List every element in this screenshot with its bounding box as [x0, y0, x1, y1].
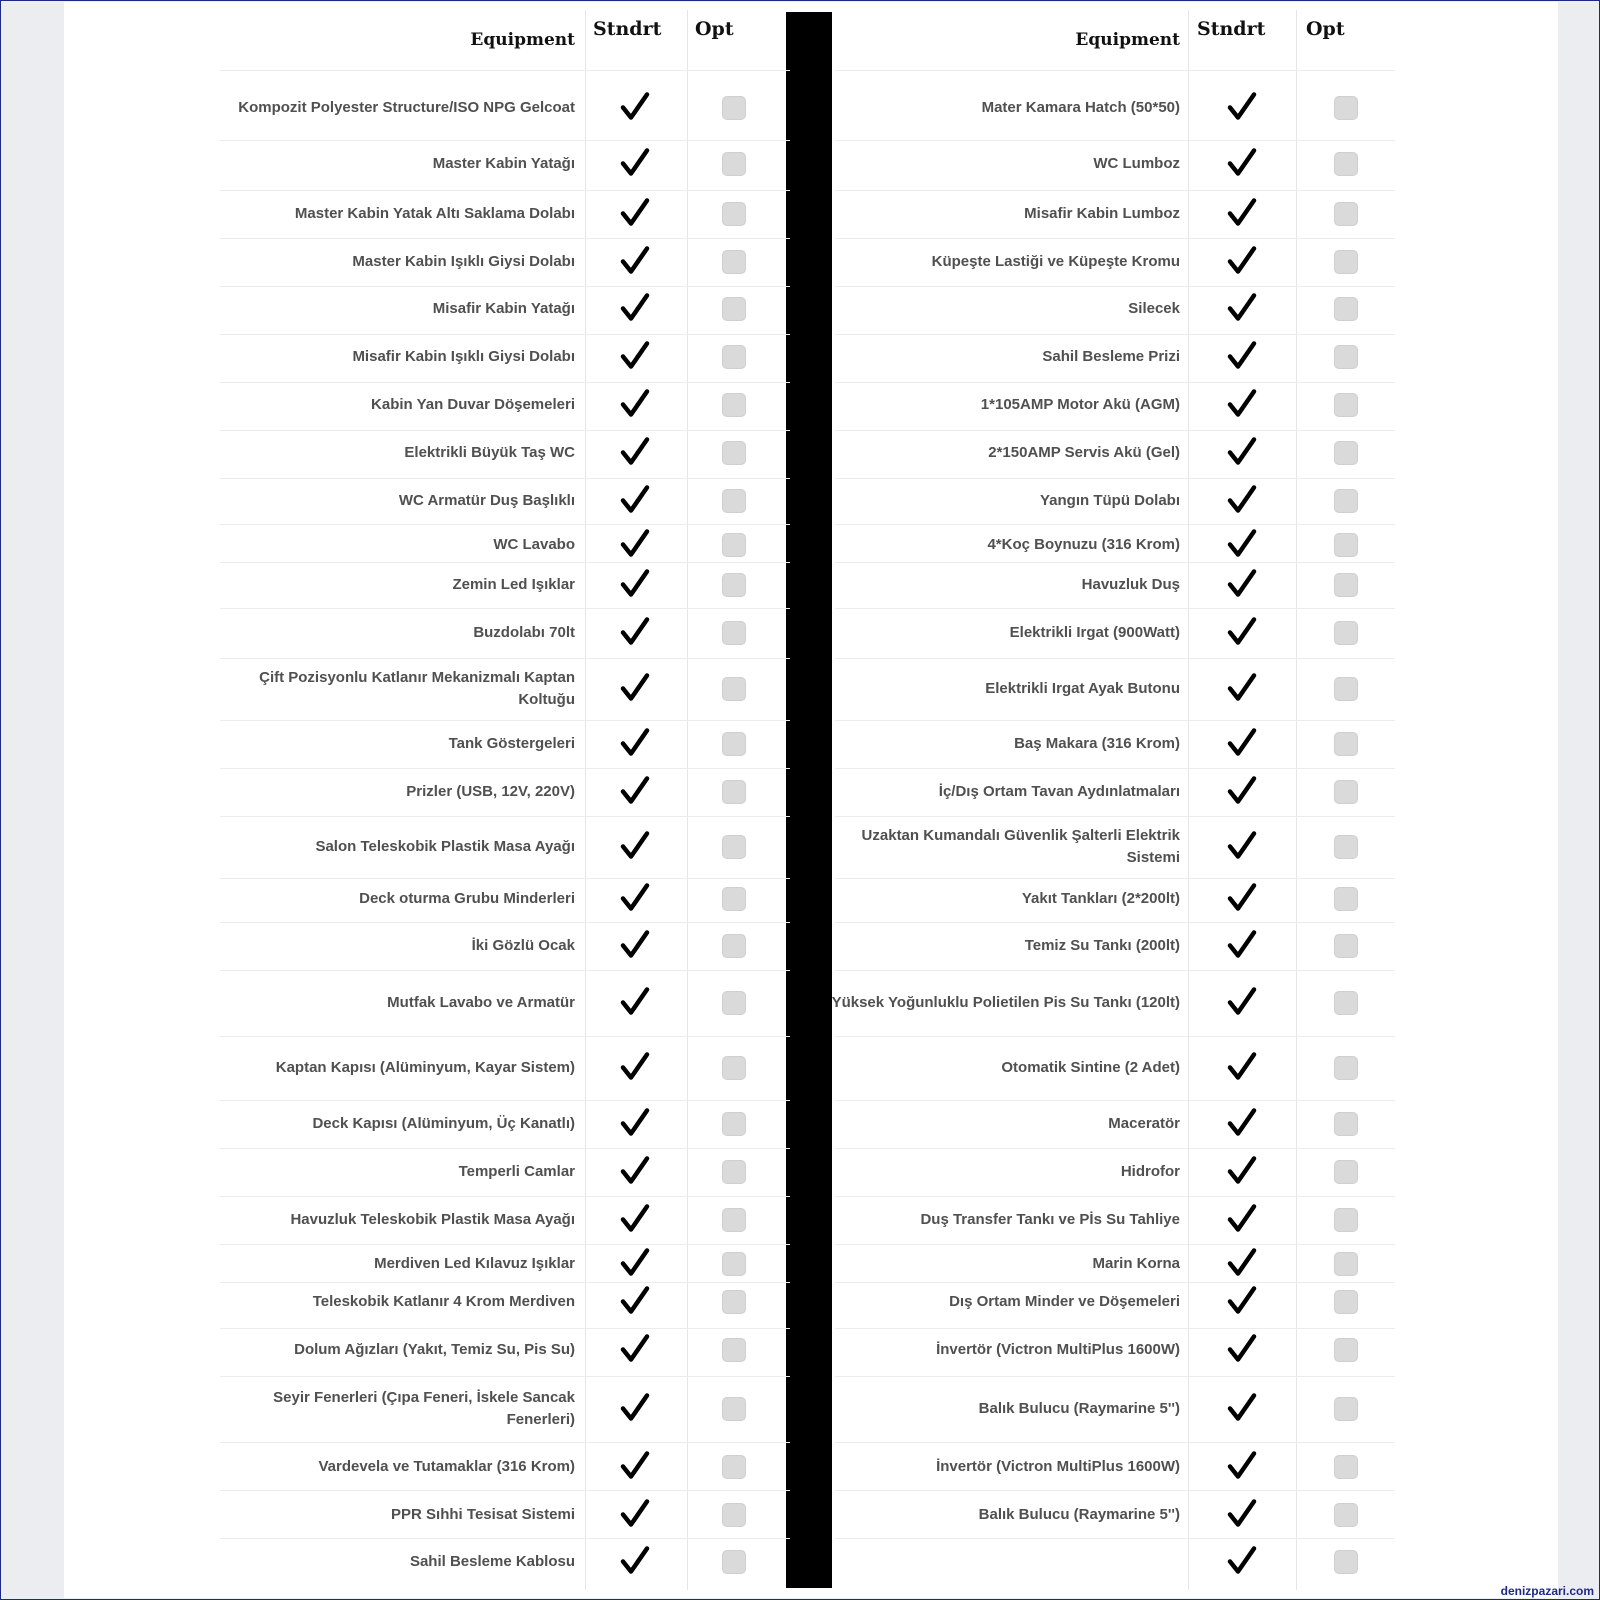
row-separator [220, 382, 790, 383]
optional-checkbox[interactable] [722, 441, 746, 465]
optional-checkbox[interactable] [1334, 1056, 1358, 1080]
optional-checkbox[interactable] [722, 1338, 746, 1362]
optional-checkbox[interactable] [722, 297, 746, 321]
standard-checkmark-icon [1227, 1052, 1257, 1082]
optional-checkbox[interactable] [722, 1208, 746, 1232]
optional-checkbox[interactable] [1334, 1338, 1358, 1362]
standard-checkmark-icon [1227, 673, 1257, 703]
equipment-label: Havuzluk Teleskobik Plastik Masa Ayağı [290, 1211, 575, 1228]
row-separator [835, 430, 1395, 431]
equipment-label: Salon Teleskobik Plastik Masa Ayağı [315, 838, 575, 855]
optional-checkbox[interactable] [1334, 152, 1358, 176]
equipment-label: Balık Bulucu (Raymarine 5'') [978, 1506, 1180, 1523]
standard-checkmark-icon [620, 617, 650, 647]
equipment-label: Master Kabin Işıklı Giysi Dolabı [352, 253, 575, 270]
equipment-label: Balık Bulucu (Raymarine 5'') [978, 1400, 1180, 1417]
standard-header: Stndrt [1197, 18, 1266, 40]
equipment-label: Misafir Kabin Yatağı [432, 300, 575, 317]
optional-checkbox[interactable] [1334, 441, 1358, 465]
optional-header: Opt [695, 18, 734, 40]
row-separator [220, 70, 790, 71]
row-separator [220, 816, 790, 817]
row-separator [835, 140, 1395, 141]
optional-checkbox[interactable] [1334, 202, 1358, 226]
standard-checkmark-icon [620, 883, 650, 913]
standard-checkmark-icon [1227, 246, 1257, 276]
standard-checkmark-icon [1227, 728, 1257, 758]
equipment-label: Sahil Besleme Prizi [1042, 348, 1180, 365]
standard-checkmark-icon [1227, 485, 1257, 515]
row-separator [220, 768, 790, 769]
standard-checkmark-icon [620, 673, 650, 703]
equipment-label: 4*Koç Boynuzu (316 Krom) [987, 536, 1180, 553]
optional-checkbox[interactable] [722, 96, 746, 120]
standard-checkmark-icon [1227, 883, 1257, 913]
row-separator [835, 524, 1395, 525]
optional-checkbox[interactable] [1334, 1252, 1358, 1276]
optional-checkbox[interactable] [722, 393, 746, 417]
optional-checkbox[interactable] [1334, 732, 1358, 756]
standard-checkmark-icon [1227, 1451, 1257, 1481]
equipment-label: Kabin Yan Duvar Döşemeleri [371, 396, 575, 413]
row-separator [220, 1196, 790, 1197]
standard-checkmark-icon [620, 1204, 650, 1234]
equipment-label: Zemin Led Işıklar [452, 576, 575, 593]
equipment-label: Otomatik Sintine (2 Adet) [1001, 1059, 1180, 1076]
equipment-label: Merdiven Led Kılavuz Işıklar [374, 1255, 575, 1272]
optional-checkbox[interactable] [1334, 573, 1358, 597]
equipment-label: Çift Pozisyonlu Katlanır Mekanizmalı Kaptan Koltuğu [259, 669, 575, 708]
optional-checkbox[interactable] [1334, 934, 1358, 958]
standard-checkmark-icon [620, 1108, 650, 1138]
optional-checkbox[interactable] [722, 1397, 746, 1421]
standard-checkmark-icon [1227, 1334, 1257, 1364]
optional-checkbox[interactable] [1334, 1290, 1358, 1314]
row-separator [835, 1538, 1395, 1539]
equipment-label: Elektrikli Irgat Ayak Butonu [985, 680, 1180, 697]
row-separator [220, 1538, 790, 1539]
optional-checkbox[interactable] [722, 780, 746, 804]
row-separator [220, 430, 790, 431]
row-separator [835, 1036, 1395, 1037]
row-separator [220, 878, 790, 879]
row-separator [220, 1376, 790, 1377]
optional-checkbox[interactable] [1334, 1455, 1358, 1479]
standard-checkmark-icon [1227, 437, 1257, 467]
optional-checkbox[interactable] [722, 1503, 746, 1527]
standard-checkmark-icon [620, 341, 650, 371]
standard-checkmark-icon [1227, 148, 1257, 178]
standard-checkmark-icon [620, 1052, 650, 1082]
row-separator [220, 658, 790, 659]
equipment-label: Maceratör [1108, 1115, 1180, 1132]
row-separator [835, 70, 1395, 71]
row-separator [835, 720, 1395, 721]
optional-checkbox[interactable] [1334, 1503, 1358, 1527]
equipment-label: Dolum Ağızları (Yakıt, Temiz Su, Pis Su) [294, 1341, 575, 1358]
row-separator [835, 1148, 1395, 1149]
row-separator [220, 238, 790, 239]
row-separator [835, 1100, 1395, 1101]
equipment-label: İnvertör (Victron MultiPlus 1600W) [936, 1458, 1180, 1475]
row-separator [835, 608, 1395, 609]
column-separator [1188, 10, 1189, 1590]
standard-checkmark-icon [620, 1451, 650, 1481]
standard-checkmark-icon [620, 1286, 650, 1316]
row-separator [835, 1490, 1395, 1491]
optional-checkbox[interactable] [722, 887, 746, 911]
standard-checkmark-icon [1227, 1286, 1257, 1316]
standard-checkmark-icon [1227, 987, 1257, 1017]
equipment-label: Dış Ortam Minder ve Döşemeleri [949, 1293, 1180, 1310]
equipment-label: Deck oturma Grubu Minderleri [359, 890, 575, 907]
row-separator [835, 1376, 1395, 1377]
standard-checkmark-icon [1227, 776, 1257, 806]
optional-checkbox[interactable] [1334, 297, 1358, 321]
equipment-label: Mater Kamara Hatch (50*50) [981, 99, 1180, 116]
standard-checkmark-icon [1227, 92, 1257, 122]
optional-checkbox[interactable] [1334, 991, 1358, 1015]
standard-checkmark-icon [620, 293, 650, 323]
standard-checkmark-icon [620, 1546, 650, 1576]
row-separator [835, 238, 1395, 239]
equipment-label: 2*150AMP Servis Akü (Gel) [988, 444, 1180, 461]
row-separator [220, 1328, 790, 1329]
equipment-label: İki Gözlü Ocak [471, 937, 575, 954]
equipment-label: Kompozit Polyester Structure/ISO NPG Gelcoat [238, 99, 575, 116]
optional-checkbox[interactable] [1334, 250, 1358, 274]
equipment-label: Yangın Tüpü Dolabı [1040, 492, 1180, 509]
equipment-label: Uzaktan Kumandalı Güvenlik Şalterli Elektrik Sistemi [861, 827, 1180, 866]
row-separator [835, 190, 1395, 191]
standard-checkmark-icon [620, 1248, 650, 1278]
row-separator [835, 816, 1395, 817]
equipment-label: WC Lumboz [1093, 155, 1180, 172]
row-separator [835, 1244, 1395, 1245]
standard-checkmark-icon [1227, 389, 1257, 419]
optional-checkbox[interactable] [1334, 835, 1358, 859]
standard-checkmark-icon [620, 776, 650, 806]
standard-checkmark-icon [620, 1334, 650, 1364]
optional-checkbox[interactable] [722, 1056, 746, 1080]
row-separator [220, 608, 790, 609]
equipment-label: Vardevela ve Tutamaklar (316 Krom) [318, 1458, 575, 1475]
row-separator [220, 286, 790, 287]
optional-checkbox[interactable] [722, 1252, 746, 1276]
row-separator [835, 1196, 1395, 1197]
row-separator [835, 1328, 1395, 1329]
equipment-label: Master Kabin Yatak Altı Saklama Dolabı [294, 205, 575, 222]
row-separator [220, 970, 790, 971]
standard-header: Stndrt [593, 18, 662, 40]
row-separator [220, 720, 790, 721]
standard-checkmark-icon [620, 831, 650, 861]
equipment-label: Baş Makara (316 Krom) [1014, 735, 1180, 752]
column-separator [585, 10, 586, 1590]
equipment-label: Temperli Camlar [458, 1163, 575, 1180]
optional-checkbox[interactable] [722, 1455, 746, 1479]
standard-checkmark-icon [1227, 293, 1257, 323]
standard-checkmark-icon [1227, 1108, 1257, 1138]
equipment-label: Misafir Kabin Lumboz [1024, 205, 1180, 222]
row-separator [835, 1282, 1395, 1283]
optional-header: Opt [1306, 18, 1345, 40]
optional-checkbox[interactable] [1334, 1397, 1358, 1421]
row-separator [835, 878, 1395, 879]
equipment-label: Yakıt Tankları (2*200lt) [1021, 890, 1180, 907]
equipment-label: Sahil Besleme Kablosu [409, 1553, 575, 1570]
standard-checkmark-icon [1227, 1204, 1257, 1234]
standard-checkmark-icon [1227, 1546, 1257, 1576]
equipment-label: Elektrikli Büyük Taş WC [404, 444, 575, 461]
optional-checkbox[interactable] [1334, 1112, 1358, 1136]
equipment-label: Tank Göstergeleri [448, 735, 575, 752]
equipment-label: Hidrofor [1120, 1163, 1180, 1180]
equipment-label: Yüksek Yoğunluklu Polietilen Pis Su Tankı (120lt) [831, 994, 1180, 1011]
optional-checkbox[interactable] [722, 835, 746, 859]
equipment-label: Silecek [1128, 300, 1180, 317]
row-separator [220, 1100, 790, 1101]
row-separator [220, 1244, 790, 1245]
equipment-label: Deck Kapısı (Alüminyum, Üç Kanatlı) [312, 1115, 575, 1132]
standard-checkmark-icon [620, 1156, 650, 1186]
row-separator [220, 1442, 790, 1443]
optional-checkbox[interactable] [1334, 393, 1358, 417]
optional-checkbox[interactable] [1334, 621, 1358, 645]
standard-checkmark-icon [1227, 930, 1257, 960]
optional-checkbox[interactable] [722, 250, 746, 274]
standard-checkmark-icon [1227, 569, 1257, 599]
equipment-label: Elektrikli Irgat (900Watt) [1009, 624, 1180, 641]
standard-checkmark-icon [1227, 831, 1257, 861]
row-separator [835, 382, 1395, 383]
equipment-label: Kaptan Kapısı (Alüminyum, Kayar Sistem) [275, 1059, 575, 1076]
row-separator [220, 1282, 790, 1283]
equipment-label: Prizler (USB, 12V, 220V) [406, 783, 575, 800]
standard-checkmark-icon [620, 148, 650, 178]
row-separator [835, 562, 1395, 563]
optional-checkbox[interactable] [1334, 1208, 1358, 1232]
standard-checkmark-icon [1227, 1499, 1257, 1529]
row-separator [220, 190, 790, 191]
equipment-label: Teleskobik Katlanır 4 Krom Merdiven [312, 1293, 575, 1310]
row-separator [835, 922, 1395, 923]
equipment-label: Duş Transfer Tankı ve Pİs Su Tahliye [920, 1211, 1180, 1228]
equipment-label: İnvertör (Victron MultiPlus 1600W) [936, 1341, 1180, 1358]
optional-checkbox[interactable] [722, 732, 746, 756]
equipment-label: Seyir Fenerleri (Çıpa Feneri, İskele Sancak Fenerleri) [273, 1389, 575, 1428]
equipment-header: Equipment [470, 30, 575, 50]
row-separator [835, 1442, 1395, 1443]
standard-checkmark-icon [620, 1499, 650, 1529]
equipment-label: PPR Sıhhi Tesisat Sistemi [391, 1506, 575, 1523]
optional-checkbox[interactable] [722, 489, 746, 513]
row-separator [220, 1036, 790, 1037]
optional-checkbox[interactable] [722, 934, 746, 958]
equipment-label: Mutfak Lavabo ve Armatür [387, 994, 575, 1011]
equipment-label: Küpeşte Lastiği ve Küpeşte Kromu [931, 253, 1180, 270]
row-separator [220, 524, 790, 525]
row-separator [835, 768, 1395, 769]
optional-checkbox[interactable] [1334, 345, 1358, 369]
optional-checkbox[interactable] [722, 991, 746, 1015]
standard-checkmark-icon [620, 246, 650, 276]
column-separator [687, 10, 688, 1590]
row-separator [220, 334, 790, 335]
standard-checkmark-icon [620, 728, 650, 758]
optional-checkbox[interactable] [1334, 887, 1358, 911]
standard-checkmark-icon [1227, 529, 1257, 559]
center-divider [786, 12, 832, 1588]
standard-checkmark-icon [620, 987, 650, 1017]
equipment-label: Misafir Kabin Işıklı Giysi Dolabı [352, 348, 575, 365]
row-separator [835, 286, 1395, 287]
optional-checkbox[interactable] [722, 677, 746, 701]
standard-checkmark-icon [620, 569, 650, 599]
standard-checkmark-icon [1227, 1156, 1257, 1186]
row-separator [220, 478, 790, 479]
row-separator [835, 478, 1395, 479]
optional-checkbox[interactable] [722, 1290, 746, 1314]
standard-checkmark-icon [620, 485, 650, 515]
optional-checkbox[interactable] [722, 573, 746, 597]
optional-checkbox[interactable] [1334, 1550, 1358, 1574]
equipment-label: Master Kabin Yatağı [432, 155, 575, 172]
watermark: denizpazari.com [1500, 1584, 1594, 1598]
equipment-label: Temiz Su Tankı (200lt) [1024, 937, 1180, 954]
standard-checkmark-icon [620, 198, 650, 228]
optional-checkbox[interactable] [722, 1550, 746, 1574]
optional-checkbox[interactable] [1334, 780, 1358, 804]
standard-checkmark-icon [1227, 1393, 1257, 1423]
equipment-label: Buzdolabı 70lt [473, 624, 575, 641]
standard-checkmark-icon [1227, 341, 1257, 371]
optional-checkbox[interactable] [1334, 533, 1358, 557]
standard-checkmark-icon [1227, 1248, 1257, 1278]
equipment-label: Marin Korna [1092, 1255, 1180, 1272]
equipment-header: Equipment [1075, 30, 1180, 50]
optional-checkbox[interactable] [722, 1160, 746, 1184]
row-separator [835, 658, 1395, 659]
row-separator [220, 1148, 790, 1149]
optional-checkbox[interactable] [1334, 489, 1358, 513]
standard-checkmark-icon [620, 437, 650, 467]
equipment-label: WC Lavabo [493, 536, 575, 553]
optional-checkbox[interactable] [722, 152, 746, 176]
standard-checkmark-icon [1227, 198, 1257, 228]
equipment-label: WC Armatür Duş Başlıklı [398, 492, 575, 509]
standard-checkmark-icon [620, 930, 650, 960]
optional-checkbox[interactable] [1334, 1160, 1358, 1184]
optional-checkbox[interactable] [1334, 677, 1358, 701]
standard-checkmark-icon [620, 529, 650, 559]
optional-checkbox[interactable] [722, 1112, 746, 1136]
row-separator [835, 970, 1395, 971]
standard-checkmark-icon [620, 1393, 650, 1423]
optional-checkbox[interactable] [722, 345, 746, 369]
standard-checkmark-icon [1227, 617, 1257, 647]
standard-checkmark-icon [620, 389, 650, 419]
standard-checkmark-icon [620, 92, 650, 122]
row-separator [835, 334, 1395, 335]
equipment-label: Havuzluk Duş [1081, 576, 1180, 593]
optional-checkbox[interactable] [722, 621, 746, 645]
row-separator [220, 562, 790, 563]
column-separator [1296, 10, 1297, 1590]
optional-checkbox[interactable] [1334, 96, 1358, 120]
optional-checkbox[interactable] [722, 533, 746, 557]
row-separator [220, 1490, 790, 1491]
equipment-label: İç/Dış Ortam Tavan Aydınlatmaları [938, 783, 1180, 800]
row-separator [220, 922, 790, 923]
row-separator [220, 140, 790, 141]
equipment-label: 1*105AMP Motor Akü (AGM) [980, 396, 1180, 413]
optional-checkbox[interactable] [722, 202, 746, 226]
